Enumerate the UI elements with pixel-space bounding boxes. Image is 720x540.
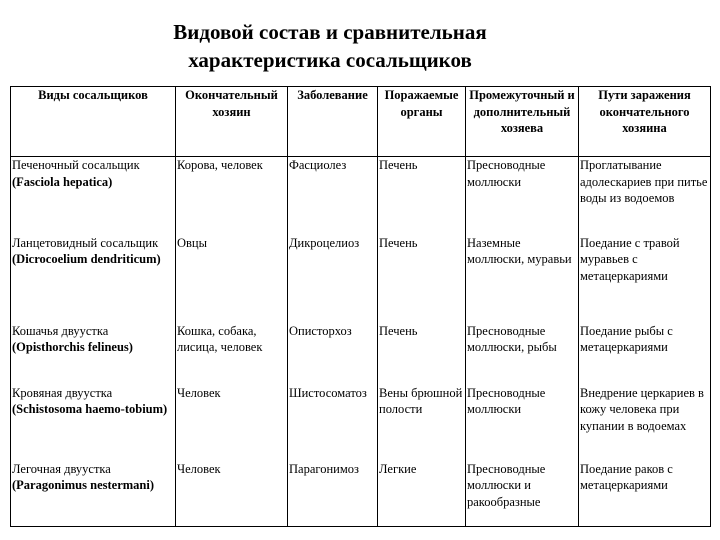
infection-cell: Поедание раков с метацеркариями: [579, 461, 711, 527]
species-latin: (Fasciola hepatica): [12, 174, 113, 189]
species-latin: (Opisthorchis felineus): [12, 340, 133, 354]
species-name: Печеночный сосальщик: [12, 158, 140, 172]
infection-cell: Поедание рыбы с метацеркариями: [579, 323, 711, 385]
species-latin: (Dicrocoelium dendriticum): [12, 252, 161, 266]
title-line-2: характеристика сосальщиков: [188, 48, 472, 72]
organs-cell: Печень: [378, 157, 466, 235]
table-row: [11, 235, 711, 323]
intermediate-cell: Пресноводные моллюски: [466, 385, 579, 461]
header-species: Виды сосальщиков: [11, 87, 176, 157]
host-cell: Человек: [176, 461, 288, 527]
disease-cell: Парагонимоз: [288, 461, 378, 527]
table-row: [11, 461, 711, 527]
species-cell: [11, 323, 176, 385]
disease-cell: Фасциолез: [288, 157, 378, 235]
table-header-row: [11, 87, 711, 157]
trematodes-table: [10, 86, 711, 527]
organs-cell: Печень: [378, 323, 466, 385]
intermediate-cell: Пресноводные моллюски: [466, 157, 579, 235]
species-name: Легочная двуустка: [12, 461, 111, 476]
table-row: [11, 385, 711, 461]
header-infection-route: Пути заражения окончательного хозяина: [579, 87, 711, 157]
disease-cell: Описторхоз: [288, 323, 378, 385]
species-name: Кровяная двуустка: [12, 385, 113, 400]
species-cell: [11, 157, 176, 235]
header-disease: Заболевание: [288, 87, 378, 157]
host-cell: Овцы: [176, 235, 288, 323]
species-name: Кошачья двуустка: [12, 323, 109, 338]
header-definitive-host: Окончательный хозяин: [176, 87, 288, 157]
intermediate-cell: Пресноводные моллюски и ракообразные: [466, 461, 579, 527]
species-cell: [11, 385, 176, 461]
species-name: Ланцетовидный сосальщик: [12, 235, 159, 250]
host-cell: Кошка, собака, лисица, человек: [176, 323, 288, 385]
title-line-1: Видовой состав и сравнительная: [173, 20, 487, 44]
infection-cell: Проглатывание адолескариев при питье воды из водоемов: [579, 157, 711, 235]
host-cell: Человек: [176, 385, 288, 461]
infection-cell: Внедрение церкариев в кожу человека при купании в водоемах: [579, 385, 711, 461]
page-title: [130, 18, 530, 74]
species-latin: (Schistosoma haemo-tobium): [12, 402, 168, 416]
host-cell: Корова, человек: [176, 157, 288, 235]
intermediate-cell: Пресноводные моллюски, рыбы: [466, 323, 579, 385]
table-row: [11, 157, 711, 235]
infection-cell: Поедание с травой муравьев с метацеркариями: [579, 235, 711, 323]
species-latin: (Paragonimus nestermani): [12, 478, 154, 492]
species-cell: [11, 235, 176, 323]
header-organs: Поражаемые органы: [378, 87, 466, 157]
organs-cell: Вены брюшной полости: [378, 385, 466, 461]
organs-cell: Печень: [378, 235, 466, 323]
disease-cell: Шистосоматоз: [288, 385, 378, 461]
header-intermediate-host: Промежуточный и дополнительный хозяева: [466, 87, 579, 157]
species-cell: [11, 461, 176, 527]
organs-cell: Легкие: [378, 461, 466, 527]
intermediate-cell: Наземные моллюски, муравьи: [466, 235, 579, 323]
disease-cell: Дикроцелиоз: [288, 235, 378, 323]
table-row: [11, 323, 711, 385]
